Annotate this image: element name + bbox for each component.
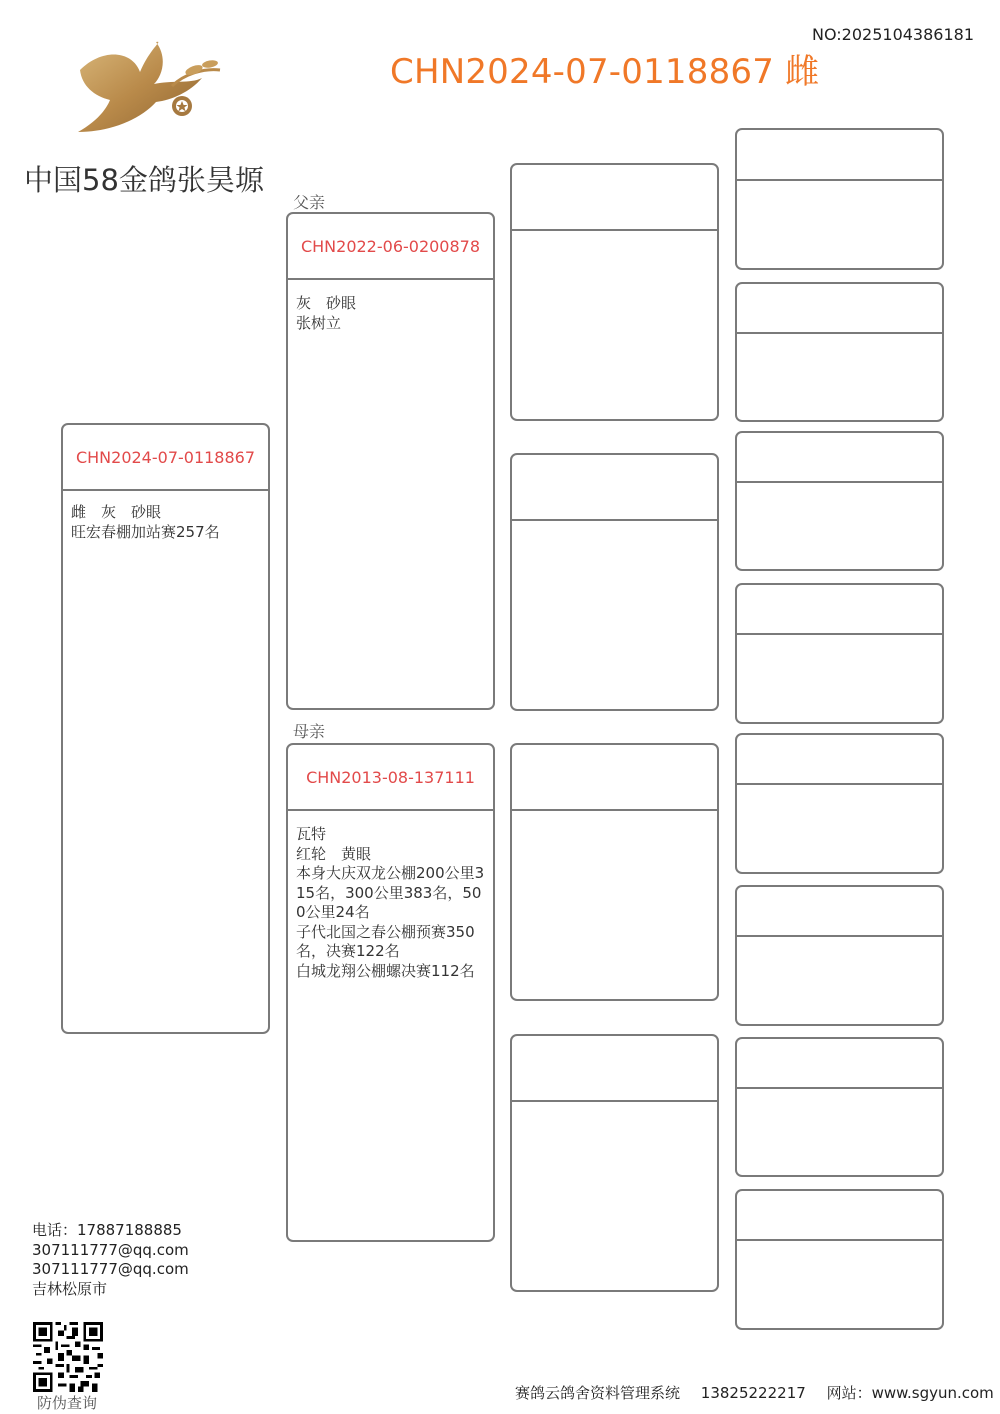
sire-label: 父亲 — [293, 193, 326, 212]
subject-details — [71, 503, 262, 542]
grandparent-card — [510, 453, 719, 711]
grandparent-card — [510, 743, 719, 1001]
contact-email: 307111777@qq.com — [32, 1260, 189, 1278]
sire-line: 张树立 — [296, 313, 342, 332]
great-grandparent-card — [735, 733, 944, 874]
great-grandparent-card — [735, 431, 944, 571]
great-grandparent-card — [735, 583, 944, 724]
footer-website[interactable]: 网站：www.sgyun.com — [826, 1384, 994, 1402]
subject-line: 雌 灰 砂眼 — [71, 503, 162, 521]
great-grandparent-card — [735, 128, 944, 270]
sire-details — [296, 294, 487, 333]
contact-info — [32, 1221, 189, 1299]
dam-details — [296, 825, 487, 981]
dam-line: 本身大庆双龙公棚200公里315名，300公里383名，500公里24名 — [296, 864, 485, 921]
dove-logo-icon — [72, 40, 224, 136]
sire-line: 灰 砂眼 — [296, 294, 357, 312]
dam-card — [286, 743, 495, 1242]
great-grandparent-card — [735, 1189, 944, 1330]
great-grandparent-card — [735, 885, 944, 1026]
qr-caption: 防伪查询 — [37, 1394, 98, 1412]
page-title: CHN2024-07-0118867 雌 — [390, 52, 820, 92]
subject-line: 旺宏春棚加站赛257名 — [71, 522, 220, 541]
contact-city: 吉林松原市 — [32, 1279, 108, 1298]
contact-email: 307111777@qq.com — [32, 1240, 189, 1259]
qr-code-icon[interactable] — [33, 1322, 103, 1392]
footer-phone: 13825222217 — [700, 1384, 806, 1402]
footer-system-name: 赛鸽云鸽舍资料管理系统 — [515, 1384, 681, 1402]
grandparent-card — [510, 163, 719, 421]
great-grandparent-card — [735, 282, 944, 422]
dam-label: 母亲 — [293, 722, 326, 741]
dam-line: 白城龙翔公棚螺决赛112名 — [296, 961, 475, 980]
loft-name: 中国58金鸽张昊塬 — [24, 163, 264, 197]
dam-ring-number: CHN2013-08-137111 — [288, 745, 493, 811]
contact-phone: 电话：17887188885 — [32, 1221, 182, 1239]
great-grandparent-card — [735, 1037, 944, 1177]
subject-ring-number: CHN2024-07-0118867 — [63, 425, 268, 491]
grandparent-card — [510, 1034, 719, 1292]
dam-line: 瓦特 — [296, 825, 327, 843]
footer — [515, 1382, 994, 1403]
document-number: NO:2025104386181 — [812, 25, 975, 44]
sire-card — [286, 212, 495, 710]
subject-card — [61, 423, 270, 1034]
sire-ring-number: CHN2022-06-0200878 — [288, 214, 493, 280]
dam-line: 红轮 黄眼 — [296, 844, 372, 863]
dam-line: 子代北国之春公棚预赛350名，决赛122名 — [296, 922, 475, 960]
